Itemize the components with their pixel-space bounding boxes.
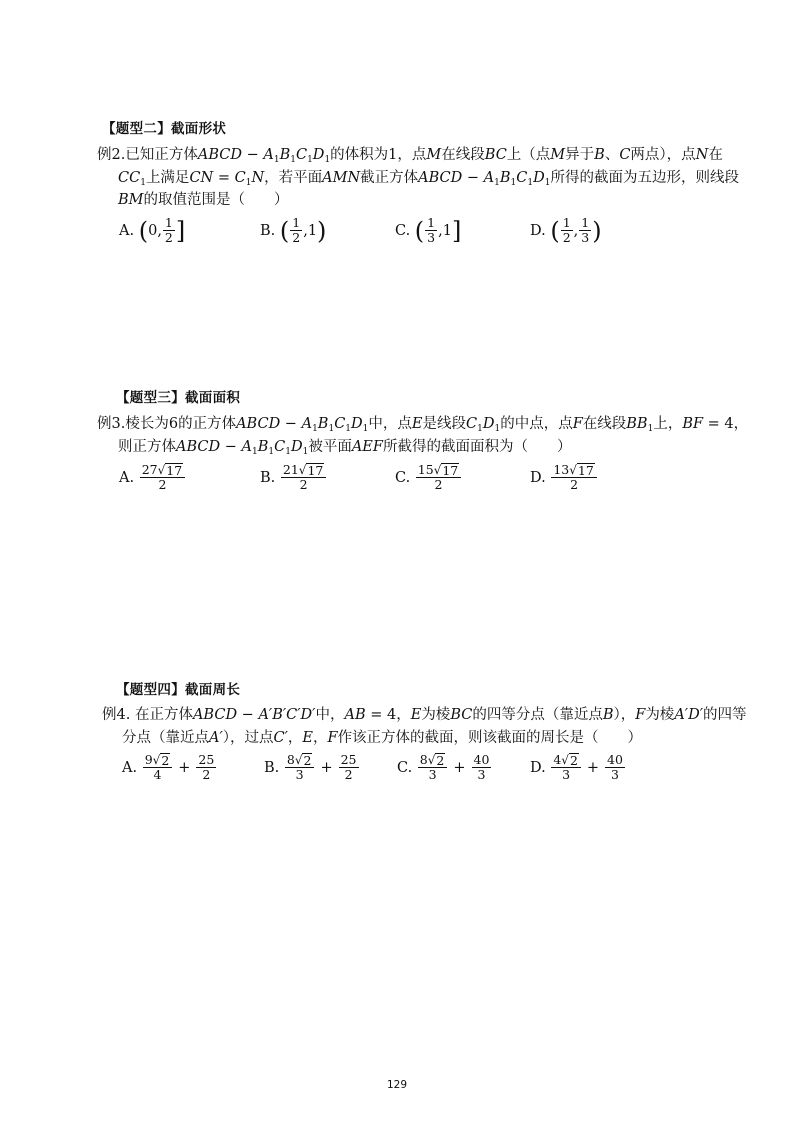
example-2-line-3: BM的取值范围是（ ） (118, 192, 289, 208)
example-3-line-1: 例3.棱长为6的正方体ABCD − $A_1B_1C_1D_1$中，点E是线段$C_1D_1$的中点，点F在线段$BB_1$上，BF = 4， (97, 416, 749, 434)
example-4-line-2: 分点（靠近点A′），过点C′，E，F作该正方体的截面，则该截面的周长是（ ） (122, 730, 643, 746)
example-3-option-a: A. 27 √ 17 2 (119, 463, 186, 492)
example-2-line-2: $CC_1$上满足CN = $C_1N$，若平面AMN截正方体ABCD − $A_1B_1C_1D_1$所得的截面为五边形，则线段 (118, 170, 739, 188)
page-number: 129 (386, 1079, 408, 1091)
section-heading-2: 【题型二】截面形状 (102, 121, 227, 137)
example-2-line-1: 例2.已知正方体ABCD − $A_1B_1C_1D_1$的体积为1，点M在线段BC上（点M异于B、C两点），点N在 (97, 147, 723, 165)
example-3-option-d: D. 13 √ 17 2 (530, 463, 598, 492)
example-4-line-1: 例4. 在正方体ABCD − A′B′C′D′中，AB = 4，E为棱BC的四等分点（靠近点B），F为棱A′D′的四等 (102, 707, 747, 723)
example-4-option-b: B. 8 √ 2 3 + $\frac{25}{2}$ (264, 752, 357, 782)
example-4-option-d: D. 4 √ 2 3 + $\frac{40}{3}$ (530, 752, 623, 782)
example-2-option-a: A. ( 0 , $\frac{1}{2}$ ] (119, 215, 186, 245)
example-4-option-c: C. 8 √ 2 3 + $\frac{40}{3}$ (397, 752, 490, 782)
example-4-option-a: A. 9 √ 2 4 + $\frac{25}{2}$ (122, 752, 215, 782)
section-heading-4: 【题型四】截面周长 (116, 682, 241, 698)
example-2-option-b: B. ( $\frac{1}{2}$ , 1 ) (260, 215, 327, 245)
example-3-option-b: B. 21 √ 17 2 (260, 463, 327, 492)
section-heading-3: 【题型三】截面面积 (116, 390, 241, 406)
example-2-option-c: C. ( $\frac{1}{3}$ , 1 ] (395, 215, 462, 245)
example-3-line-2: 则正方体ABCD − $A_1B_1C_1D_1$被平面AEF所截得的截面面积为（ ） (118, 439, 572, 457)
example-3-option-c: C. 15 √ 17 2 (395, 463, 462, 492)
example-2-option-d: D. ( $\frac{1}{2}$ , $\frac{1}{3}$ ) (530, 215, 602, 245)
